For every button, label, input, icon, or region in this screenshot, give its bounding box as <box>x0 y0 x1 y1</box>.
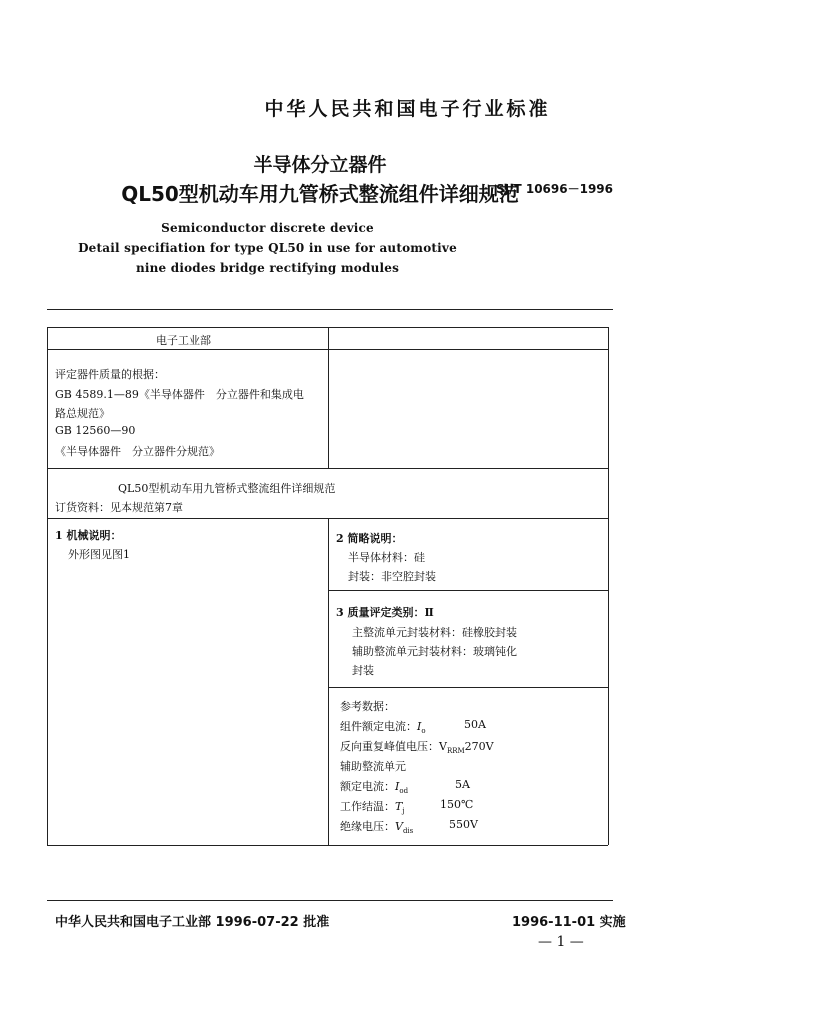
quality-basis-line: GB 12560—90 <box>55 424 136 437</box>
footer-rule <box>47 900 613 901</box>
ref-symbol: T <box>395 800 403 813</box>
ref-value: 270V <box>464 740 494 753</box>
ref-symbol: V <box>395 820 403 833</box>
table-border-right <box>608 327 609 845</box>
brief-description-title: 2 简略说明： <box>336 532 403 545</box>
approval-statement: 中华人民共和国电子工业部 1996-07-22 批准 <box>55 915 330 930</box>
document-title-line1: 半导体分立器件 <box>253 154 387 176</box>
quality-basis-title: 评定器件质量的根据： <box>55 368 165 381</box>
standard-category-title: 中华人民共和国电子行业标准 <box>264 98 551 120</box>
english-title-line1: Semiconductor discrete device <box>161 221 374 235</box>
ref-label: 工作结温： <box>340 800 395 813</box>
top-rule <box>47 309 613 310</box>
ref-rated-current-row <box>340 718 426 735</box>
standard-number: SJ/T 10696－1996 <box>496 182 614 196</box>
brief-description-line: 封装：非空腔封装 <box>348 570 436 583</box>
brief-description-line: 半导体材料：硅 <box>348 551 425 564</box>
quality-basis-line: GB 4589.1—89《半导体器件 分立器件和集成电 <box>55 388 304 401</box>
quality-category-line: 辅助整流单元封装材料：玻璃钝化 <box>352 645 517 658</box>
ref-aux-current-value: 5A <box>455 778 470 791</box>
row-divider <box>47 468 608 469</box>
ref-label: 组件额定电流： <box>340 720 417 733</box>
ref-auxiliary-unit: 辅助整流单元 <box>340 760 406 773</box>
quality-category-line: 主整流单元封装材料：硅橡胶封装 <box>352 626 517 639</box>
ref-label: 反向重复峰值电压：V <box>340 740 447 753</box>
col-divider-bottom <box>328 518 329 845</box>
ref-junction-temp-value: 150℃ <box>440 798 474 811</box>
ref-subscript: dis <box>402 827 414 836</box>
row-divider-right <box>328 687 608 688</box>
issuing-department: 电子工业部 <box>156 334 211 347</box>
table-border-left <box>47 327 48 845</box>
col-divider-top <box>328 327 329 468</box>
quality-category-title: 3 质量评定类别：Ⅱ <box>336 606 434 619</box>
ref-label: 额定电流： <box>340 780 395 793</box>
row-divider-right <box>328 590 608 591</box>
ref-label: 绝缘电压： <box>340 820 395 833</box>
ref-symbol: I <box>395 780 400 793</box>
quality-basis-line: 路总规范》 <box>55 407 110 420</box>
ref-subscript: j <box>402 807 405 816</box>
reference-data-title: 参考数据： <box>340 700 395 713</box>
ref-subscript: RRM <box>446 747 465 756</box>
ref-aux-current-row <box>340 778 408 795</box>
document-title-line2: QL50型机动车用九管桥式整流组件详细规范 <box>121 182 519 206</box>
table-border-bottom <box>47 845 608 846</box>
mechanical-description-title: 1 机械说明： <box>55 529 122 542</box>
ref-subscript: od <box>399 787 409 796</box>
implementation-date: 1996-11-01 实施 <box>512 915 626 930</box>
ref-vrrm-row <box>340 738 494 755</box>
quality-basis-line: 《半导体器件 分立器件分规范》 <box>55 445 220 458</box>
order-information: 订货资料：见本规范第7章 <box>55 501 183 514</box>
spec-name: QL50型机动车用九管桥式整流组件详细规范 <box>118 482 336 495</box>
english-title-line2: Detail specifiation for type QL50 in use for automotive <box>78 241 457 255</box>
ref-isolation-voltage-row <box>340 818 413 835</box>
english-title-line3: nine diodes bridge rectifying modules <box>135 261 400 275</box>
ref-symbol: I <box>417 720 422 733</box>
ref-junction-temp-row <box>340 798 405 815</box>
quality-category-line: 封装 <box>352 664 374 677</box>
ref-isolation-voltage-value: 550V <box>449 818 478 831</box>
page-number: — 1 — <box>538 934 584 950</box>
ref-subscript: o <box>421 727 426 736</box>
ref-rated-current-value: 50A <box>464 718 486 731</box>
mechanical-description-body: 外形图见图1 <box>68 548 130 561</box>
